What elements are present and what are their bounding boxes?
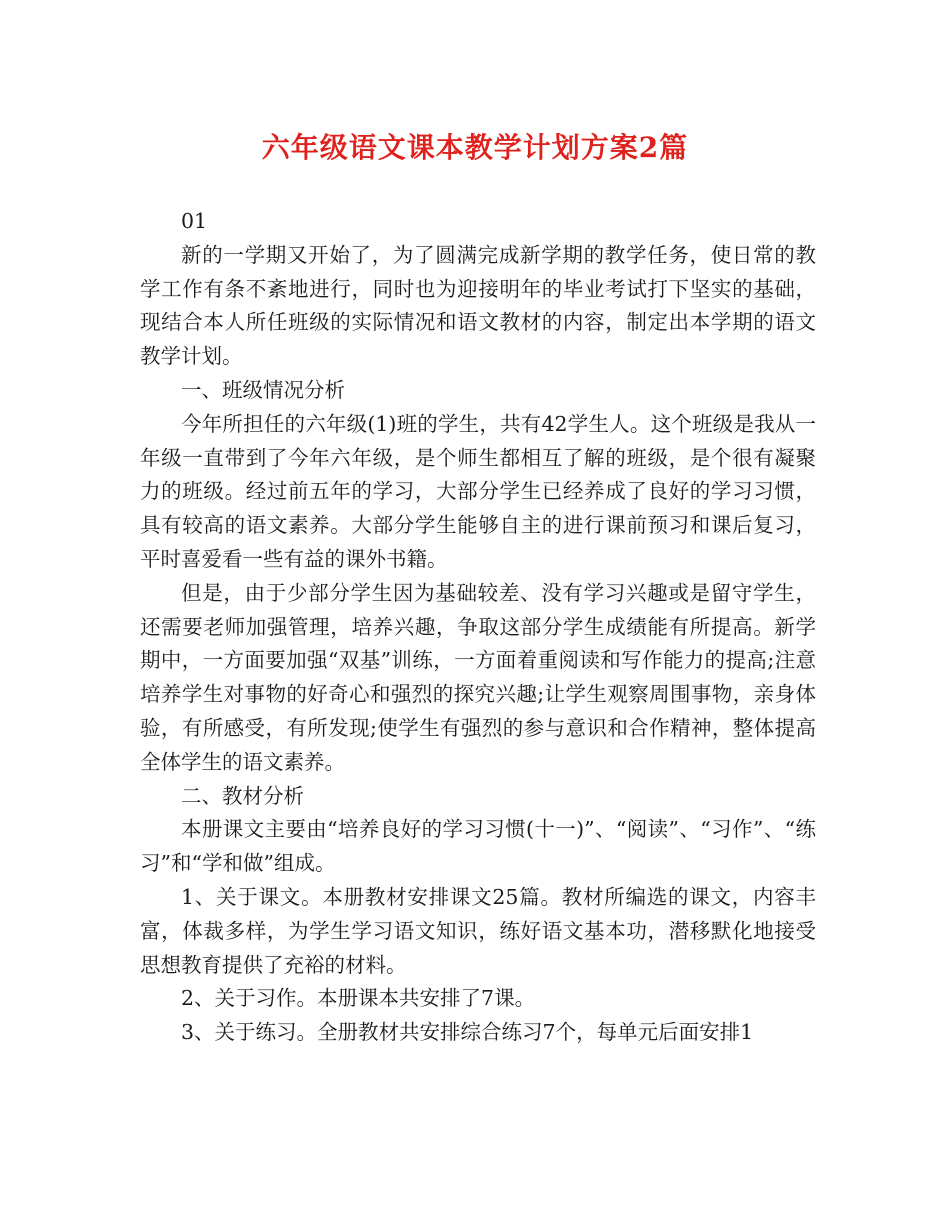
paragraph-textbook-composition: 本册课文主要由“培养良好的学习习惯(十一)”、“阅读”、“习作”、“练习”和“学和做”组成。 xyxy=(140,817,816,876)
heading-textbook-analysis: 二、教材分析 xyxy=(181,783,304,808)
section-number: 01 xyxy=(181,209,208,233)
document-title: 六年级语文课本教学计划方案2篇 xyxy=(261,131,689,164)
heading-class-analysis: 一、班级情况分析 xyxy=(181,377,345,402)
paragraph-about-texts: 1、关于课文。本册教材安排课文25篇。教材所编选的课文，内容丰富，体裁多样，为学生学习语文知识，练好语文基本功，潜移默化地接受思想教育提供了充裕的材料。 xyxy=(140,884,816,977)
paragraph-about-writing: 2、关于习作。本册课本共安排了7课。 xyxy=(181,986,536,1011)
paragraph-intro: 新的一学期又开始了，为了圆满完成新学期的教学任务，使日常的教学工作有条不紊地进行，同时也为迎接明年的毕业考试打下坚实的基础，现结合本人所任班级的实际情况和语文教材的内容，制定出本学期的语文教学计划。 xyxy=(140,242,816,369)
paragraph-about-exercises: 3、关于练习。全册教材共安排综合练习7个，每单元后面安排1 xyxy=(181,1020,754,1045)
paragraph-class-situation: 今年所担任的六年级(1)班的学生，共有42学生人。这个班级是我从一年级一直带到了今年六年级，是个师生都相互了解的班级，是个很有凝聚力的班级。经过前五年的学习，大部分学生已经养成了良好的学习习惯，具有较高的语文素养。大部分学生能够自主的进行课前预习和课后复习，平时喜爱看一些有益的课外书籍。 xyxy=(140,411,816,571)
paragraph-class-improvement: 但是，由于少部分学生因为基础较差、没有学习兴趣或是留守学生，还需要老师加强管理，培养兴趣，争取这部分学生成绩能有所提高。新学期中，一方面要加强“双基”训练，一方面着重阅读和写作能力的提高;注意培养学生对事物的好奇心和强烈的探究兴趣;让学生观察周围事物，亲身体验，有所感受，有所发现;使学生有强烈的参与意识和合作精神，整体提高全体学生的语文素养。 xyxy=(140,580,816,774)
document-body xyxy=(140,205,816,1050)
